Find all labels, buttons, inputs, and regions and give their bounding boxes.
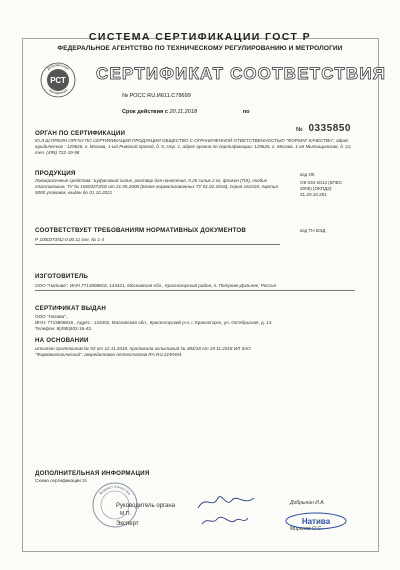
agency-header: ФЕДЕРАЛЬНОЕ АГЕНТСТВО ПО ТЕХНИЧЕСКОМУ РЕГУЛИРОВАНИЮ И МЕТРОЛОГИИ	[57, 45, 343, 52]
compliance-title: СООТВЕТСТВУЕТ ТРЕБОВАНИЯМ НОРМАТИВНЫХ ДОКУМЕНТОВ	[35, 227, 247, 234]
svg-text:Формат Качества	[98, 484, 133, 496]
serial-prefix: №	[296, 127, 304, 133]
basis-line: испытан протоколом № 93 от 12.11.2018, протокола испытаний № 383/18 от 19.11.2018 ИЛ ЗАО	[35, 346, 251, 351]
validity-from: 20.11.2018	[169, 109, 198, 115]
issued-line: Телефон: 8(495)502-16-43.	[35, 326, 93, 332]
registration-number	[122, 93, 191, 99]
logo-bottom-text: сертификация	[47, 87, 69, 96]
issued-title: СЕРТИФИКАТ ВЫДАН	[35, 305, 107, 312]
product-code	[300, 180, 358, 198]
validity-to-label: по	[242, 109, 250, 115]
compliance-rule	[35, 244, 280, 245]
compliance-text: Р 1000373/02-0.00.11 зон. № 1-4	[35, 237, 105, 242]
system-header: СИСТЕМА СЕРТИФИКАЦИИ ГОСТ Р	[88, 31, 312, 43]
basis-title: НА ОСНОВАНИИ	[35, 337, 89, 344]
product-code-line: 21.20.10.251	[300, 192, 327, 197]
expert-signature-icon	[200, 514, 250, 528]
head-label: Руководитель органа	[116, 503, 176, 509]
serial-number	[296, 123, 351, 134]
product-title: ПРОДУКЦИЯ	[35, 170, 76, 177]
product-code-line: 2008) (ОКПД2):	[300, 186, 333, 191]
issued-line: ИНН: 7713808818 , Адрес : 143402, Московская обл., Красногорский р-н, г. Красногорск, ул. Октябрьская, д. 13.	[35, 320, 273, 326]
company-stamp-text: Натива	[301, 517, 331, 526]
certificate-title: СЕРТИФИКАТ СООТВЕТСТВИЯ	[96, 64, 387, 83]
expert-label: Эксперт	[116, 521, 139, 527]
registration-prefix: №	[122, 93, 129, 99]
serial-value: 0335850	[308, 123, 351, 134]
stamp-text: Формат Качества	[97, 483, 133, 496]
authority-title: ОРГАН ПО СЕРТИФИКАЦИИ	[35, 130, 126, 137]
validity-period	[122, 109, 250, 115]
company-stamp-icon	[284, 512, 348, 530]
issued-line: ООО "Натива",	[35, 314, 67, 319]
additional-title: ДОПОЛНИТЕЛЬНАЯ ИНФОРМАЦИЯ	[35, 470, 150, 477]
registration-value: РОСС RU.И611.С78699	[129, 93, 191, 99]
manufacturer-rule	[35, 290, 355, 291]
issued-text	[35, 314, 355, 333]
logo-mark: РСТ	[50, 76, 66, 85]
validity-label: Срок действия с	[122, 109, 168, 115]
product-code-label: код ОК	[300, 172, 315, 177]
basis-line: "Фармакологический", аккредитован аттестатом RA.RU.21ФН94	[35, 352, 182, 358]
head-name: Добрынин И.А.	[290, 500, 325, 506]
mp-label: М.П.	[120, 511, 131, 517]
gost-r-logo-icon	[38, 58, 78, 100]
additional-text: Схема сертификации 3c	[35, 478, 87, 483]
tnved-code-label: код ТН ВЭД	[300, 228, 326, 233]
expert-name: Миронов О.С.	[290, 526, 323, 532]
manufacturer-text: ООО "Натива", ИНН 7713808818, 143421, Московская обл., Красногорский район, п. Петрово-Дальнее, Россия	[35, 283, 276, 288]
logo-top-text: Добровольная	[46, 62, 70, 71]
product-code-line: ОК 034-2014 (КПЕС	[300, 180, 343, 185]
head-signature-icon	[196, 492, 256, 512]
basis-text	[35, 346, 355, 358]
authority-text: Ю.Л.Ш.ПРЕИН ОРГАН ПО СЕРТИФИКАЦИИ ПРОДУКЦИИ ОБЩЕСТВО С ОГРАНИЧЕННОЙ ОТВЕТСТВЕННОСТЬЮ "ФОРМАТ КАЧЕСТВА", адрес юридическое : 129626, г. Москва, 1-ый Рижский проезд, д. 5, стр. 1, адрес органа по сертификации: 129626, г. Москва, 1-ая Мытищинская, д. 22, тел. (495) 722-19-98	[35, 138, 352, 156]
product-text: Лакокрасочные средства: Ъуфасовый силик, раствор для нанесения, 0.25 силик 2 кг, флакон (ПЭ), тюбик пластиковые, ТУ № 10603373/02 от 21.05.2008 (Бланк нормализованных ТУ 01.02.2016), серия 161018, партия 5000 упаковок, выдан до 01.10.2021	[35, 178, 278, 196]
manufacturer-title: ИЗГОТОВИТЕЛЬ	[35, 273, 89, 280]
